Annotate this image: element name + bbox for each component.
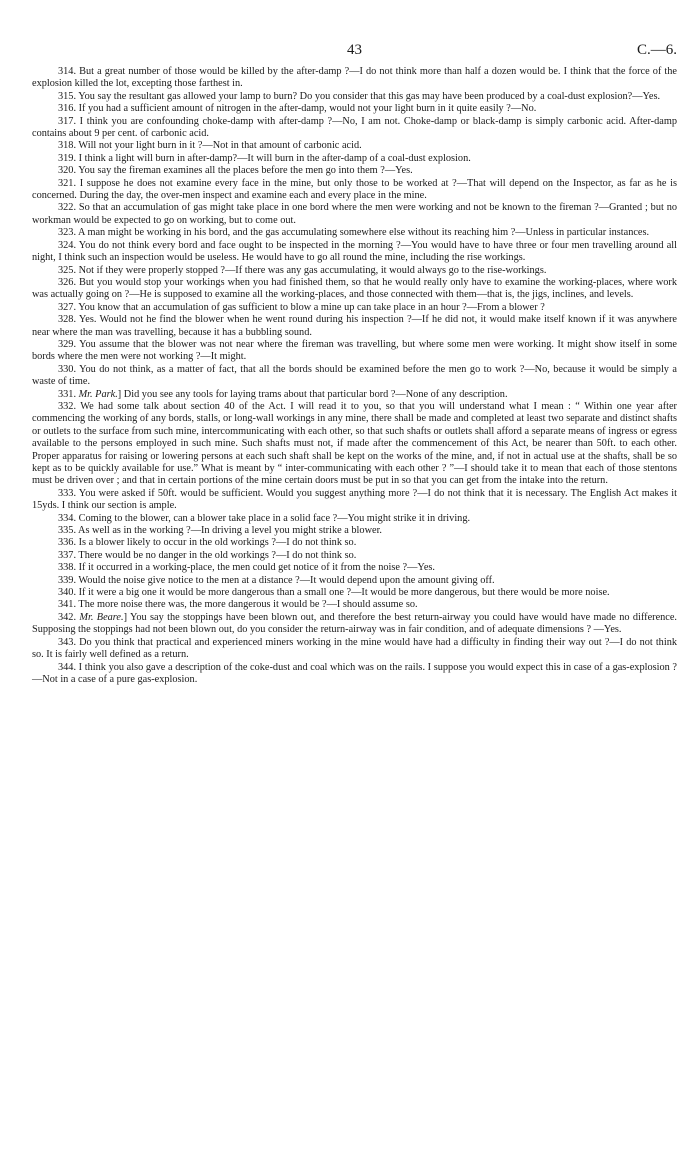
paragraph: 315. You say the resultant gas allowed your lamp to burn? Do you consider that this gas may have been produced by a coal-dust explosion?—Yes.	[58, 90, 661, 102]
paragraph: 339. Would the noise give notice to the men at a distance ?—It would depend upon the amount giving off.	[58, 574, 495, 586]
document-page	[32, 42, 677, 686]
paragraph: 340. If it were a big one it would be more dangerous than a small one ?—It would be more dangerous, but there would be more noise.	[58, 587, 610, 599]
paragraph: 324. You do not think every bord and face ought to be inspected in the morning ?—You would have to have three or four men travelling around all night, I think such an inspection would be useless. He would have to go all round the mine, including the rise workings.	[32, 239, 677, 264]
page-number: 43	[347, 42, 362, 58]
paragraph: 328. Yes. Would not he find the blower when he went round during his inspection ?—If he did not, it would make itself known if it was anywhere near where the man was travelling, because it has a bubbling sound.	[32, 314, 677, 338]
paragraph: 325. Not if they were properly stopped ?—If there was any gas accumulating, it would always go to the rise-workings.	[58, 264, 547, 276]
paragraph: 319. I think a light will burn in after-damp?—It will burn in the after-damp of a coal-dust explosion.	[58, 152, 471, 164]
paragraph: 333. You were asked if 50ft. would be sufficient. Would you suggest anything more ?—I do not think that it is necessary. The English Act makes it 15yds. I think our section is ample.	[32, 487, 677, 512]
paragraph: 318. Will not your light burn in it ?—Not in that amount of carbonic acid.	[58, 140, 362, 152]
paragraph: 344. I think you also gave a description of the coke-dust and coal which was on the rails. I suppose you would expect this in case of a gas-explosion ?—Not in a case of a pure gas-explosion.	[32, 661, 677, 685]
document-reference: C.—6.	[636, 42, 677, 58]
paragraph: 314. But a great number of those would be killed by the after-damp ?—I do not think more than half a dozen would be. I think that the force of the explosion killed the lot, excepting those farthest in.	[32, 66, 677, 90]
paragraph: 329. You assume that the blower was not near where the fireman was travelling, but where some men were working. It might show itself in some bords where the men were not working ?—It might.	[32, 338, 677, 363]
paragraph: 335. As well as in the working ?—In driving a level you might strike a blower.	[58, 525, 383, 537]
paragraph: 321. I suppose he does not examine every face in the mine, but only those to be worked at ?—That will depend on the Inspector, as far as he is concerned. During the day, the over-men inspect and examine each and every place in the mine.	[32, 177, 677, 202]
paragraph: 338. If it occurred in a working-place, the men could get notice of it from the noise ?—Yes.	[58, 562, 435, 574]
paragraph: 331. Mr. Park.] Did you see any tools for laying trams about that particular bord ?—None of any description.	[58, 388, 508, 400]
paragraph: 337. There would be no danger in the old workings ?—I do not think so.	[58, 549, 357, 561]
paragraph: 342. Mr. Beare.] You say the stoppings have been blown out, and therefore the best return-airway you could have would have made no difference. Supposing the stoppings had not been blown out, do you consider the return-airway was in fair condition, and of adequate dimensions ? —Yes.	[32, 611, 678, 636]
paragraph: 316. If you had a sufficient amount of nitrogen in the after-damp, would not your light burn in it quite easily ?—No.	[58, 103, 537, 115]
paragraph: 322. So that an accumulation of gas might take place in one bord where the men were working and not be known to the fireman ?—Granted ; but no workman would be expected to go on working, but to come out.	[32, 202, 677, 226]
page-header	[32, 42, 677, 66]
paragraph: 317. I think you are confounding choke-damp with after-damp ?—No, I am not. Choke-damp or black-damp is simply carbonic acid. After-damp contains about 9 per cent. of carbonic acid.	[32, 115, 677, 140]
paragraph: 341. The more noise there was, the more dangerous it would be ?—I should assume so.	[58, 599, 418, 611]
paragraph: 323. A man might be working in his bord, and the gas accumulating somewhere else without its reaching him ?—Unless in particular instances.	[58, 227, 650, 239]
paragraph: 320. You say the fireman examines all the places before the men go into them ?—Yes.	[58, 165, 413, 177]
testimony-body	[32, 66, 677, 686]
paragraph: 336. Is a blower likely to occur in the old workings ?—I do not think so.	[58, 537, 357, 549]
paragraph: 334. Coming to the blower, can a blower take place in a solid face ?—You might strike it in driving.	[58, 512, 471, 524]
paragraph: 327. You know that an accumulation of gas sufficient to blow a mine up can take place in an hour ?—From a blower ?	[58, 301, 545, 313]
paragraph: 326. But you would stop your workings when you had finished them, so that he would really only have to examine the working-places, where work was actually going on ?—He is supposed to examine all the working-places, and those connected with them—that is, the jigs, inclines, and levels.	[32, 276, 677, 301]
paragraph: 330. You do not think, as a matter of fact, that all the bords should be examined before the men go to work ?—No, because it would be simply a waste of time.	[32, 363, 677, 388]
paragraph: 332. We had some talk about section 40 of the Act. I will read it to you, so that you will understand what I mean : “ Within one year after commencing the working of any bords, stalls, or long-wall workings in any mine, there shall be made and completed at least two separate and distinct shafts or outlets to the surface from such mine, intercommunicating with each other, so that such shafts or outlets shall afford a separate means of ingress or egress available to the persons employed in such mine. Such shafts must not, if made after the commencement of this Act, be nearer than 50ft. to each other. Proper apparatus for raising or lowering persons at each such shaft shall be kept on the works of the mine, and, if not in actual use at the shafts, shall be so kept as to be quickly available for use.” What is meant by “ inter-communicating with each other ? ”—I should take it to mean that each of those stentons must be driven over ; and that in certain portions of the mine certain doors must be put in so that you can get from the intake into the return.	[32, 400, 677, 487]
paragraph: 343. Do you think that practical and experienced miners working in the mine would have had a difficulty in finding their way out ?—I do not think so. It is fairly well defined as a return.	[32, 636, 677, 661]
